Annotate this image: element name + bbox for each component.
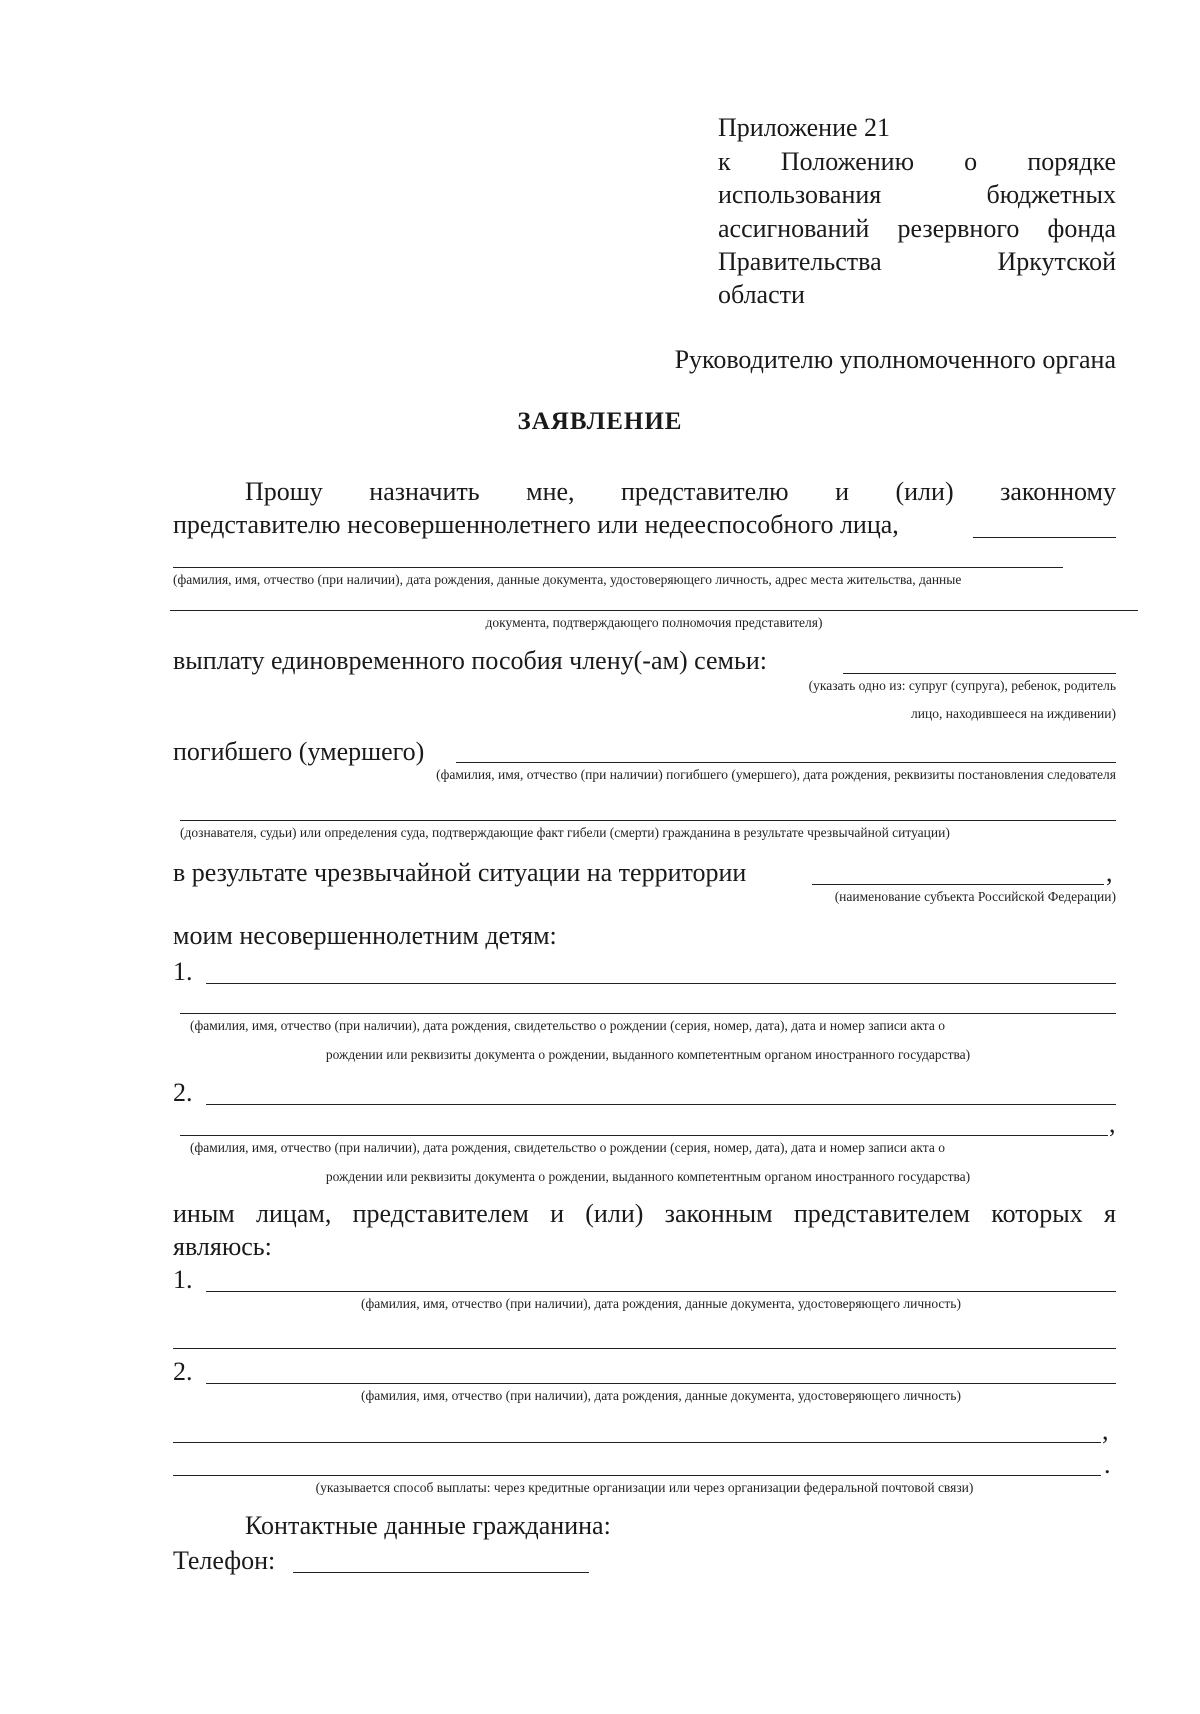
child-2-field-line[interactable] [206, 1104, 1116, 1105]
territory-text: в результате чрезвычайной ситуации на территории [173, 858, 747, 887]
child-2-comma: , [1109, 1109, 1116, 1138]
appendix-line-3: ассигнований резервного фонда [718, 214, 1116, 243]
applicant-field-line-3[interactable] [170, 610, 1138, 611]
deceased-field-line-2[interactable] [180, 820, 1116, 821]
phone-label: Телефон: [173, 1546, 276, 1575]
phone-field-line[interactable] [293, 1572, 589, 1573]
others-line-1: иным лицам, представителем и (или) законным представителем которых я [173, 1199, 1116, 1228]
payment-caption-2: лицо, находившееся на иждивении) [911, 706, 1116, 721]
other-1-number: 1. [173, 1265, 193, 1294]
appendix-title: Приложение 21 [718, 113, 891, 142]
document-title: ЗАЯВЛЕНИЕ [517, 408, 683, 435]
deceased-caption-2: (дознавателя, судьи) или определения суда, подтверждающие факт гибели (смерти) гражданина в результате чрезвычайной ситуации) [180, 825, 950, 840]
other-1-field-line[interactable] [206, 1291, 1116, 1292]
family-member-field-line[interactable] [843, 673, 1116, 674]
intro-line-1: Прошу назначить мне, представителю и (или) законному [245, 477, 1116, 506]
children-heading: моим несовершеннолетним детям: [173, 921, 557, 950]
appendix-line-4: Правительства Иркутской [718, 247, 1116, 276]
payment-method-field-line[interactable] [173, 1475, 1101, 1476]
contacts-heading: Контактные данные гражданина: [245, 1511, 611, 1540]
deceased-text: погибшего (умершего) [173, 737, 425, 766]
others-line-2: являюсь: [173, 1232, 272, 1261]
other-2-field-line[interactable] [206, 1383, 1116, 1384]
child-2-number: 2. [173, 1078, 193, 1107]
payment-text: выплату единовременного пособия члену(-ам) семьи: [173, 646, 767, 675]
addressee: Руководителю уполномоченного органа [674, 345, 1116, 374]
child-2-caption-2: рождении или реквизиты документа о рождении, выданного компетентным органом иностранного государства) [325, 1169, 971, 1184]
child-2-caption-1: (фамилия, имя, отчество (при наличии), дата рождения, свидетельство о рождении (серия, номер, дата), дата и номер записи акта о [190, 1140, 945, 1155]
territory-comma: , [1106, 858, 1113, 887]
payment-caption-1: (указать одно из: супруг (супруга), ребенок, родитель [808, 678, 1116, 693]
applicant-field-line-2[interactable] [173, 567, 1063, 568]
child-1-field-line[interactable] [206, 983, 1116, 984]
appendix-line-5: области [718, 280, 805, 309]
intro-caption-2: документа, подтверждающего полномочия представителя) [485, 615, 823, 630]
deceased-field-line[interactable] [456, 762, 1116, 763]
other-2-number: 2. [173, 1357, 193, 1386]
territory-field-line[interactable] [812, 884, 1104, 885]
intro-line-2: представителю несовершеннолетнего или недееспособного лица, [173, 510, 899, 539]
other-1-caption: (фамилия, имя, отчество (при наличии), дата рождения, данные документа, удостоверяющего личность) [361, 1296, 961, 1311]
child-1-field-line-2[interactable] [180, 1013, 1116, 1014]
child-1-caption-1: (фамилия, имя, отчество (при наличии), дата рождения, свидетельство о рождении (серия, номер, дата), дата и номер записи акта о [190, 1018, 945, 1033]
appendix-line-1: к Положению о порядке [718, 147, 1116, 176]
payment-method-caption: (указывается способ выплаты: через кредитные организации или через организации федеральной почтовой связи) [315, 1480, 974, 1495]
territory-caption: (наименование субъекта Российской Федерации) [834, 889, 1116, 904]
appendix-line-2: использования бюджетных [718, 180, 1116, 209]
child-1-caption-2: рождении или реквизиты документа о рождении, выданного компетентным органом иностранного государства) [325, 1047, 971, 1062]
child-1-number: 1. [173, 957, 193, 986]
deceased-caption-1: (фамилия, имя, отчество (при наличии) погибшего (умершего), дата рождения, реквизиты постановления следователя [436, 767, 1116, 782]
other-2-caption: (фамилия, имя, отчество (при наличии), дата рождения, данные документа, удостоверяющего личность) [361, 1388, 961, 1403]
other-1-field-line-2[interactable] [173, 1348, 1116, 1349]
child-2-field-line-2[interactable] [180, 1135, 1108, 1136]
other-2-field-line-2[interactable] [173, 1442, 1101, 1443]
intro-caption-1: (фамилия, имя, отчество (при наличии), дата рождения, данные документа, удостоверяющего личность, адрес места жительства, данные [173, 572, 962, 587]
applicant-field-line[interactable] [973, 537, 1116, 538]
payment-method-period: . [1104, 1450, 1111, 1479]
other-2-comma: , [1102, 1416, 1109, 1445]
